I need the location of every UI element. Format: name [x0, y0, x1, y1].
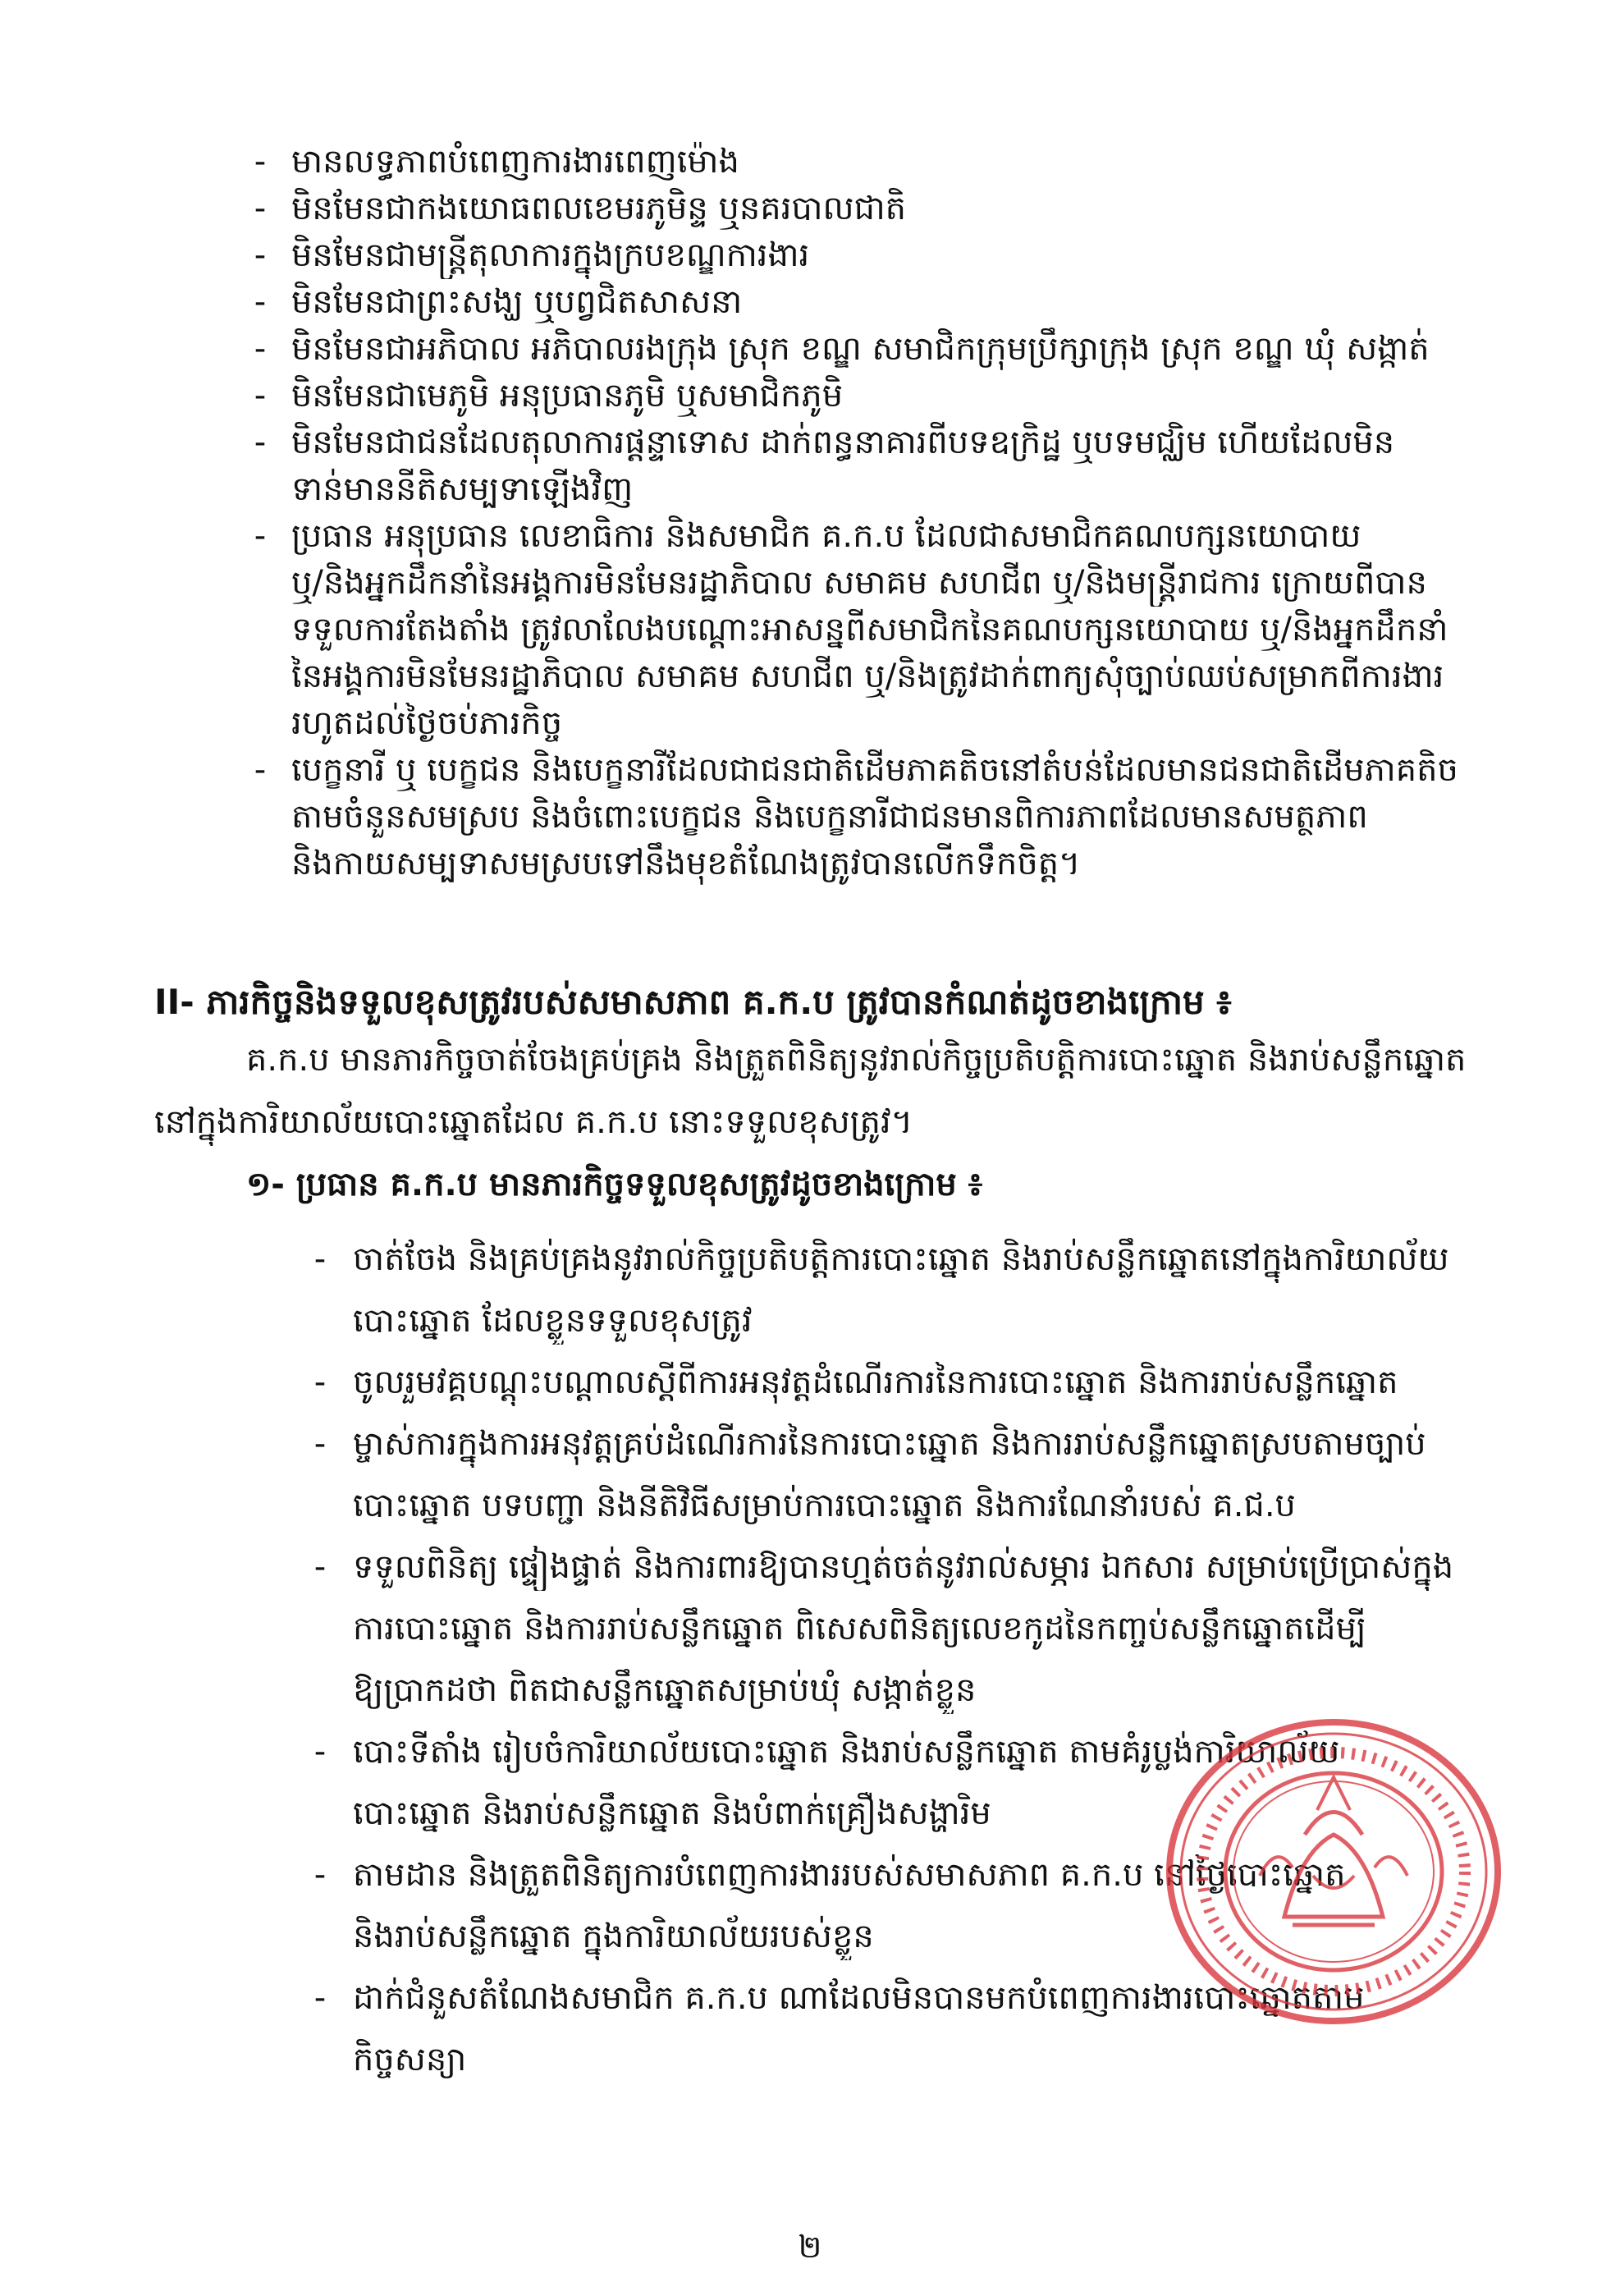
duty-item-line: តាមដាន និងត្រួតពិនិត្យការបំពេញការងាររបស់សមាសភាព គ.ក.ប នៅថ្ងៃបោះឆ្នោត — [353, 1856, 1346, 1894]
eligibility-item-line: មិនមែនជាជនដែលតុលាការផ្តន្ទាទោស ដាក់ពន្ធនាគារពីបទឧក្រិដ្ឋ ឬបទមជ្ឈិម ហើយដែលមិន — [291, 424, 1395, 461]
duty-bullet: - — [313, 1856, 327, 1894]
duty-item-line: ចាត់ចែង និងគ្រប់គ្រងនូវរាល់កិច្ចប្រតិបត្តិការបោះឆ្នោត និងរាប់សន្លឹកឆ្នោតនៅក្នុងការិយាល័យ — [353, 1240, 1449, 1278]
eligibility-item-line: រហូតដល់ថ្ងៃចប់ភារកិច្ច — [291, 704, 563, 742]
duty-item-line: កិច្ចសន្យា — [353, 2041, 467, 2078]
duty-bullet: - — [313, 1979, 327, 2017]
eligibility-item-line: បេក្ខនារី ឬ បេក្ខជន និងបេក្ខនារីដែលជាជនជាតិដើមភាគតិចនៅតំបន់ដែលមានជនជាតិដើមភាគតិច — [291, 751, 1458, 789]
eligibility-bullet: - — [254, 236, 267, 274]
eligibility-item-line: មិនមែនជាព្រះសង្ឃ ឬបព្វជិតសាសនា — [291, 283, 743, 321]
eligibility-bullet: - — [254, 424, 267, 461]
eligibility-bullet: - — [254, 283, 267, 321]
section-paragraph-line-2: នៅក្នុងការិយាល័យបោះឆ្នោតដែល គ.ក.ប នោះទទួលខុសត្រូវ។ — [154, 1103, 913, 1141]
eligibility-item-line: និងកាយសម្បទាសមស្របទៅនឹងមុខតំណែងត្រូវបានលើកទឹកចិត្ត។ — [291, 845, 1081, 882]
duty-bullet: - — [313, 1240, 327, 1278]
subsection-heading: ១- ប្រធាន គ.ក.ប មានភារកិច្ចទទួលខុសត្រូវដូចខាងក្រោម ៖ — [246, 1166, 983, 1203]
duty-item-line: ការបោះឆ្នោត និងការរាប់សន្លឹកឆ្នោត ពិសេសពិនិត្យលេខកូដនៃកញ្ចប់សន្លឹកឆ្នោតដើម្បី — [353, 1610, 1366, 1648]
eligibility-item-line: ប្រធាន អនុប្រធាន លេខាធិការ និងសមាជិក គ.ក.ប ដែលជាសមាជិកគណបក្សនយោបាយ — [291, 517, 1361, 555]
duty-item-line: ទទួលពិនិត្យ ផ្ទៀងផ្ទាត់ និងការពារឱ្យបានហ្មត់ចត់នូវរាល់សម្ភារ ឯកសារ សម្រាប់ប្រើប្រាស់ក្នុង — [353, 1548, 1454, 1586]
duty-item-line: ម្ចាស់ការក្នុងការអនុវត្តគ្រប់ដំណើរការនៃការបោះឆ្នោត និងការរាប់សន្លឹកឆ្នោតស្របតាមច្បាប់ — [353, 1425, 1426, 1463]
duty-item-line: បោះឆ្នោត ដែលខ្លួនទទួលខុសត្រូវ — [353, 1302, 753, 1340]
eligibility-bullet: - — [254, 751, 267, 789]
section-paragraph-line-1: គ.ក.ប មានភារកិច្ចចាត់ចែងគ្រប់គ្រង និងត្រួតពិនិត្យនូវរាល់កិច្ចប្រតិបត្តិការបោះឆ្នោត និងរាប់សន្លឹកឆ្នោត — [246, 1041, 1467, 1079]
eligibility-item-line: មិនមែនជាអភិបាល អភិបាលរងក្រុង ស្រុក ខណ្ឌ សមាជិកក្រុមប្រឹក្សាក្រុង ស្រុក ខណ្ឌ ឃុំ សង្កាត់ — [291, 330, 1430, 368]
eligibility-item-line: ឬ/និងអ្នកដឹកនាំនៃអង្គការមិនមែនរដ្ឋាភិបាល សមាគម សហជីព ឬ/និងមន្ត្រីរាជការ ក្រោយពីបាន — [291, 564, 1427, 602]
eligibility-item-line: ទាន់មាននីតិសម្បទាឡើងវិញ — [291, 470, 634, 508]
eligibility-item-line: មិនមែនជាកងយោធពលខេមរភូមិន្ទ ឬនគរបាលជាតិ — [291, 190, 907, 227]
eligibility-item-line: មានលទ្ធភាពបំពេញការងារពេញម៉ោង — [291, 143, 739, 181]
duty-bullet: - — [313, 1425, 327, 1463]
duty-bullet: - — [313, 1363, 327, 1401]
eligibility-item-line: មិនមែនជាមេភូមិ អនុប្រធានភូមិ ឬសមាជិកភូមិ — [291, 377, 844, 415]
duty-bullet: - — [313, 1733, 327, 1771]
eligibility-item-line: នៃអង្គការមិនមែនរដ្ឋាភិបាល សមាគម សហជីព ឬ/និងត្រូវដាក់ពាក្យសុំច្បាប់ឈប់សម្រាកពីការងារ — [291, 658, 1444, 695]
duty-item-line: ឱ្យប្រាកដថា ពិតជាសន្លឹកឆ្នោតសម្រាប់ឃុំ សង្កាត់ខ្លួន — [353, 1671, 977, 1709]
eligibility-bullet: - — [254, 143, 267, 181]
duty-item-line: បោះឆ្នោត បទបញ្ជា និងនីតិវិធីសម្រាប់ការបោះឆ្នោត និងការណែនាំរបស់ គ.ជ.ប — [353, 1487, 1296, 1524]
official-seal-icon — [1161, 1712, 1506, 2032]
duty-item-line: ដាក់ជំនួសតំណែងសមាជិក គ.ក.ប ណាដែលមិនបានមកបំពេញការងារបោះឆ្នោតតាម — [353, 1979, 1365, 2017]
eligibility-bullet: - — [254, 330, 267, 368]
eligibility-bullet: - — [254, 190, 267, 227]
eligibility-item-line: ទទួលការតែងតាំង ត្រូវលាលែងបណ្តោះអាសន្នពីសមាជិកនៃគណបក្សនយោបាយ ឬ/និងអ្នកដឹកនាំ — [291, 611, 1448, 648]
page-number: ២ — [798, 2229, 822, 2265]
duty-item-line: បោះឆ្នោត និងរាប់សន្លឹកឆ្នោត និងបំពាក់គ្រឿងសង្ហារិម — [353, 1794, 991, 1832]
eligibility-item-line: តាមចំនួនសមស្រប និងចំពោះបេក្ខជន និងបេក្ខនារីជាជនមានពិការភាពដែលមានសមត្ថភាព — [291, 798, 1368, 836]
eligibility-bullet: - — [254, 377, 267, 415]
duty-bullet: - — [313, 1548, 327, 1586]
eligibility-item-line: មិនមែនជាមន្ត្រីតុលាការក្នុងក្របខណ្ឌការងារ — [291, 236, 810, 274]
duty-item-line: បោះទីតាំង រៀបចំការិយាល័យបោះឆ្នោត និងរាប់សន្លឹកឆ្នោត តាមគំរូប្លង់ការិយាល័យ — [353, 1733, 1340, 1771]
duty-item-line: និងរាប់សន្លឹកឆ្នោត ក្នុងការិយាល័យរបស់ខ្លួន — [353, 1918, 874, 1955]
duty-item-line: ចូលរួមវគ្គបណ្តុះបណ្តាលស្តីពីការអនុវត្តដំណើរការនៃការបោះឆ្នោត និងការរាប់សន្លឹកឆ្នោត — [353, 1363, 1398, 1401]
section-heading: II- ភារកិច្ចនិងទទួលខុសត្រូវរបស់សមាសភាព គ.ក.ប ត្រូវបានកំណត់ដូចខាងក្រោម ៖ — [154, 982, 1232, 1022]
eligibility-bullet: - — [254, 517, 267, 555]
